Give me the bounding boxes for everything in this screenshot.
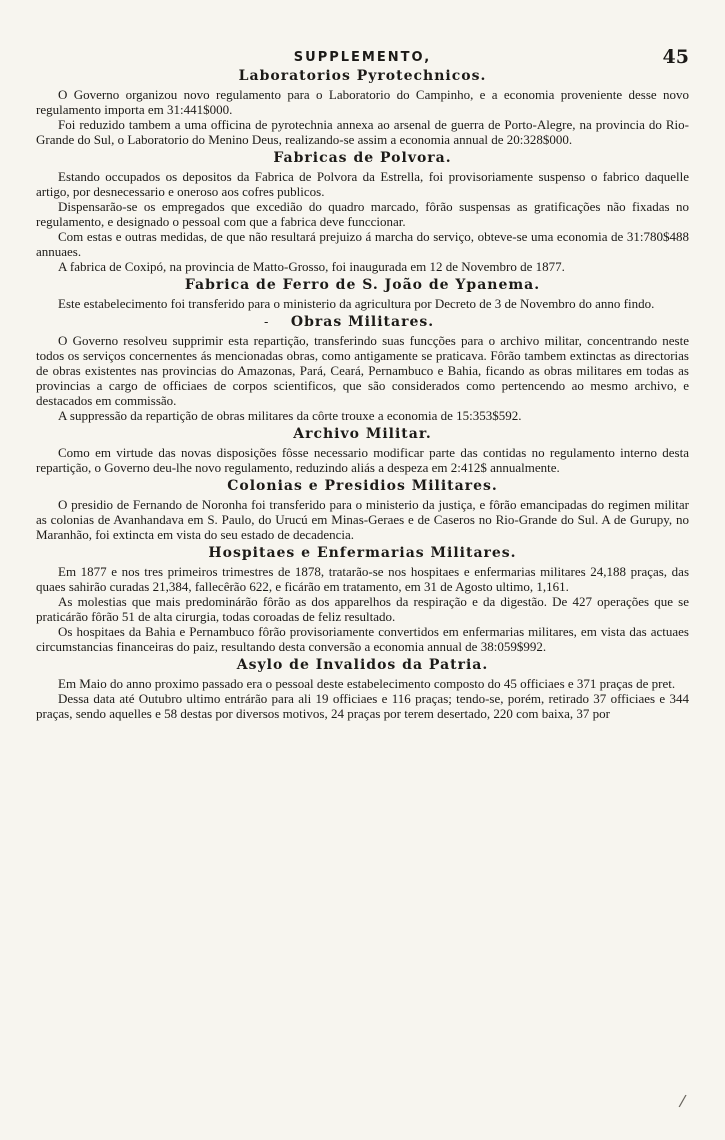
paragraph: Estando occupados os depositos da Fabrica de Polvora da Estrella, foi provisoriamente suspenso o fabrico daquelle artigo, por desnecessario e oneroso aos cofres publicos. (36, 169, 689, 199)
section-obras-militares (36, 314, 689, 423)
paragraph: A fabrica de Coxipó, na provincia de Matto-Grosso, foi inaugurada em 12 de Novembro de 1877. (58, 259, 565, 274)
paragraph: Com estas e outras medidas, de que não resultará prejuizo á marcha do serviço, obteve-se uma economia de 31:780$488 annuaes. (36, 229, 689, 259)
section-laboratorios (36, 68, 689, 147)
section-fabrica-ferro (36, 277, 689, 311)
paragraph: O presidio de Fernando de Noronha foi transferido para o ministerio da justiça, e fôrão emancipadas do regimen militar as colonias de Avanhandava em S. Paulo, do Urucú em Minas-Geraes e de Caseros no Rio-Grande do Sul. A de Gurupy, no Maranhão, foi extincta em vista do seu estado de decadencia. (36, 497, 689, 542)
section-colonias-presidios (36, 478, 689, 542)
paragraph: Em 1877 e nos tres primeiros trimestres de 1878, tratarão-se nos hospitaes e enfermarias militares 24,188 praças, das quaes sahirão curadas 21,384, fallecêrão 622, e ficárão em tratamento, em 31 de Agosto ultimo, 1,161. (36, 564, 689, 594)
section-heading: Archivo Militar. (293, 426, 432, 442)
paragraph: A suppressão da repartição de obras militares da côrte trouxe a economia de 15:353$592. (58, 408, 522, 423)
section-asylo-invalidos (36, 657, 689, 721)
paragraph: Em Maio do anno proximo passado era o pessoal deste estabelecimento composto do 45 officiaes e 371 praças de pret. (58, 676, 676, 691)
section-heading: Asylo de Invalidos da Patria. (236, 657, 489, 673)
paragraph: Os hospitaes da Bahia e Pernambuco fôrão provisoriamente convertidos em enfermarias militares, em vista das actuaes circumstancias financeiras do paiz, resultando desta conversão a economia annual de 38:059$992. (36, 624, 689, 654)
page-number: 45 (662, 46, 689, 68)
section-archivo-militar (36, 426, 689, 475)
section-heading: Colonias e Presidios Militares. (227, 478, 498, 494)
paragraph: Este estabelecimento foi transferido para o ministerio da agricultura por Decreto de 3 de Novembro do anno findo. (58, 296, 655, 311)
pencil-mark: / (677, 1090, 687, 1111)
stray-dash-mark: - (264, 315, 269, 330)
paragraph: Dispensarão-se os empregados que excedião do quadro marcado, fôrão suspensas as gratificações não fixadas no regulamento, e designado o pessoal com que a fabrica deve funccionar. (36, 199, 689, 229)
running-title: SUPPLEMENTO, (293, 50, 432, 65)
section-heading: Hospitaes e Enfermarias Militares. (208, 545, 517, 561)
paragraph: Dessa data até Outubro ultimo entrárão para ali 19 officiaes e 116 praças; tendo-se, porém, retirado 37 officiaes e 344 praças, sendo aquelles e 58 destas por diversos motivos, 24 praças por terem desertado, 220 com baixa, 37 por (36, 691, 689, 721)
paragraph: O Governo organizou novo regulamento para o Laboratorio do Campinho, e a economia proveniente desse novo regulamento importa em 31:441$000. (36, 87, 689, 117)
section-heading: Laboratorios Pyrotechnicos. (238, 68, 487, 84)
section-heading: Fabricas de Polvora. (273, 150, 452, 166)
section-fabricas-polvora (36, 150, 689, 274)
section-heading: Fabrica de Ferro de S. João de Ypanema. (184, 277, 541, 293)
paragraph: Como em virtude das novas disposições fôsse necessario modificar parte das contidas no regulamento interno desta repartição, o Governo deu-lhe novo regulamento, reduzindo aliás a despeza em 2:412$ annualmente. (36, 445, 689, 475)
paragraph: As molestias que mais predominárão fôrão as dos apparelhos da respiração e da digestão. De 427 operações que se praticárão fôrão 51 de alta cirurgia, todas coroadas de feliz resultado. (36, 594, 689, 624)
paragraph: Foi reduzido tambem a uma officina de pyrotechnia annexa ao arsenal de guerra de Porto-Alegre, na provincia do Rio-Grande do Sul, o Laboratorio do Menino Deus, realizando-se assim a economia annual de 20:328$000. (36, 117, 689, 147)
section-heading: Obras Militares. (290, 314, 435, 330)
paragraph: O Governo resolveu supprimir esta repartição, transferindo suas funcções para o archivo militar, concentrando neste todos os serviços concernentes ás mencionadas obras, como antigamente se praticava. Fôrão tambem extinctas as directorias de obras existentes nas provincias do Amazonas, Pará, Ceará, Pernambuco e Bahia, ficando as obras militares em todas as provincias a cargo de officiaes de corpos scientificos, que são considerados como pertencendo ao mesmo archivo, e destacados em commissão. (36, 333, 689, 408)
section-hospitaes (36, 545, 689, 654)
running-head (36, 40, 689, 66)
